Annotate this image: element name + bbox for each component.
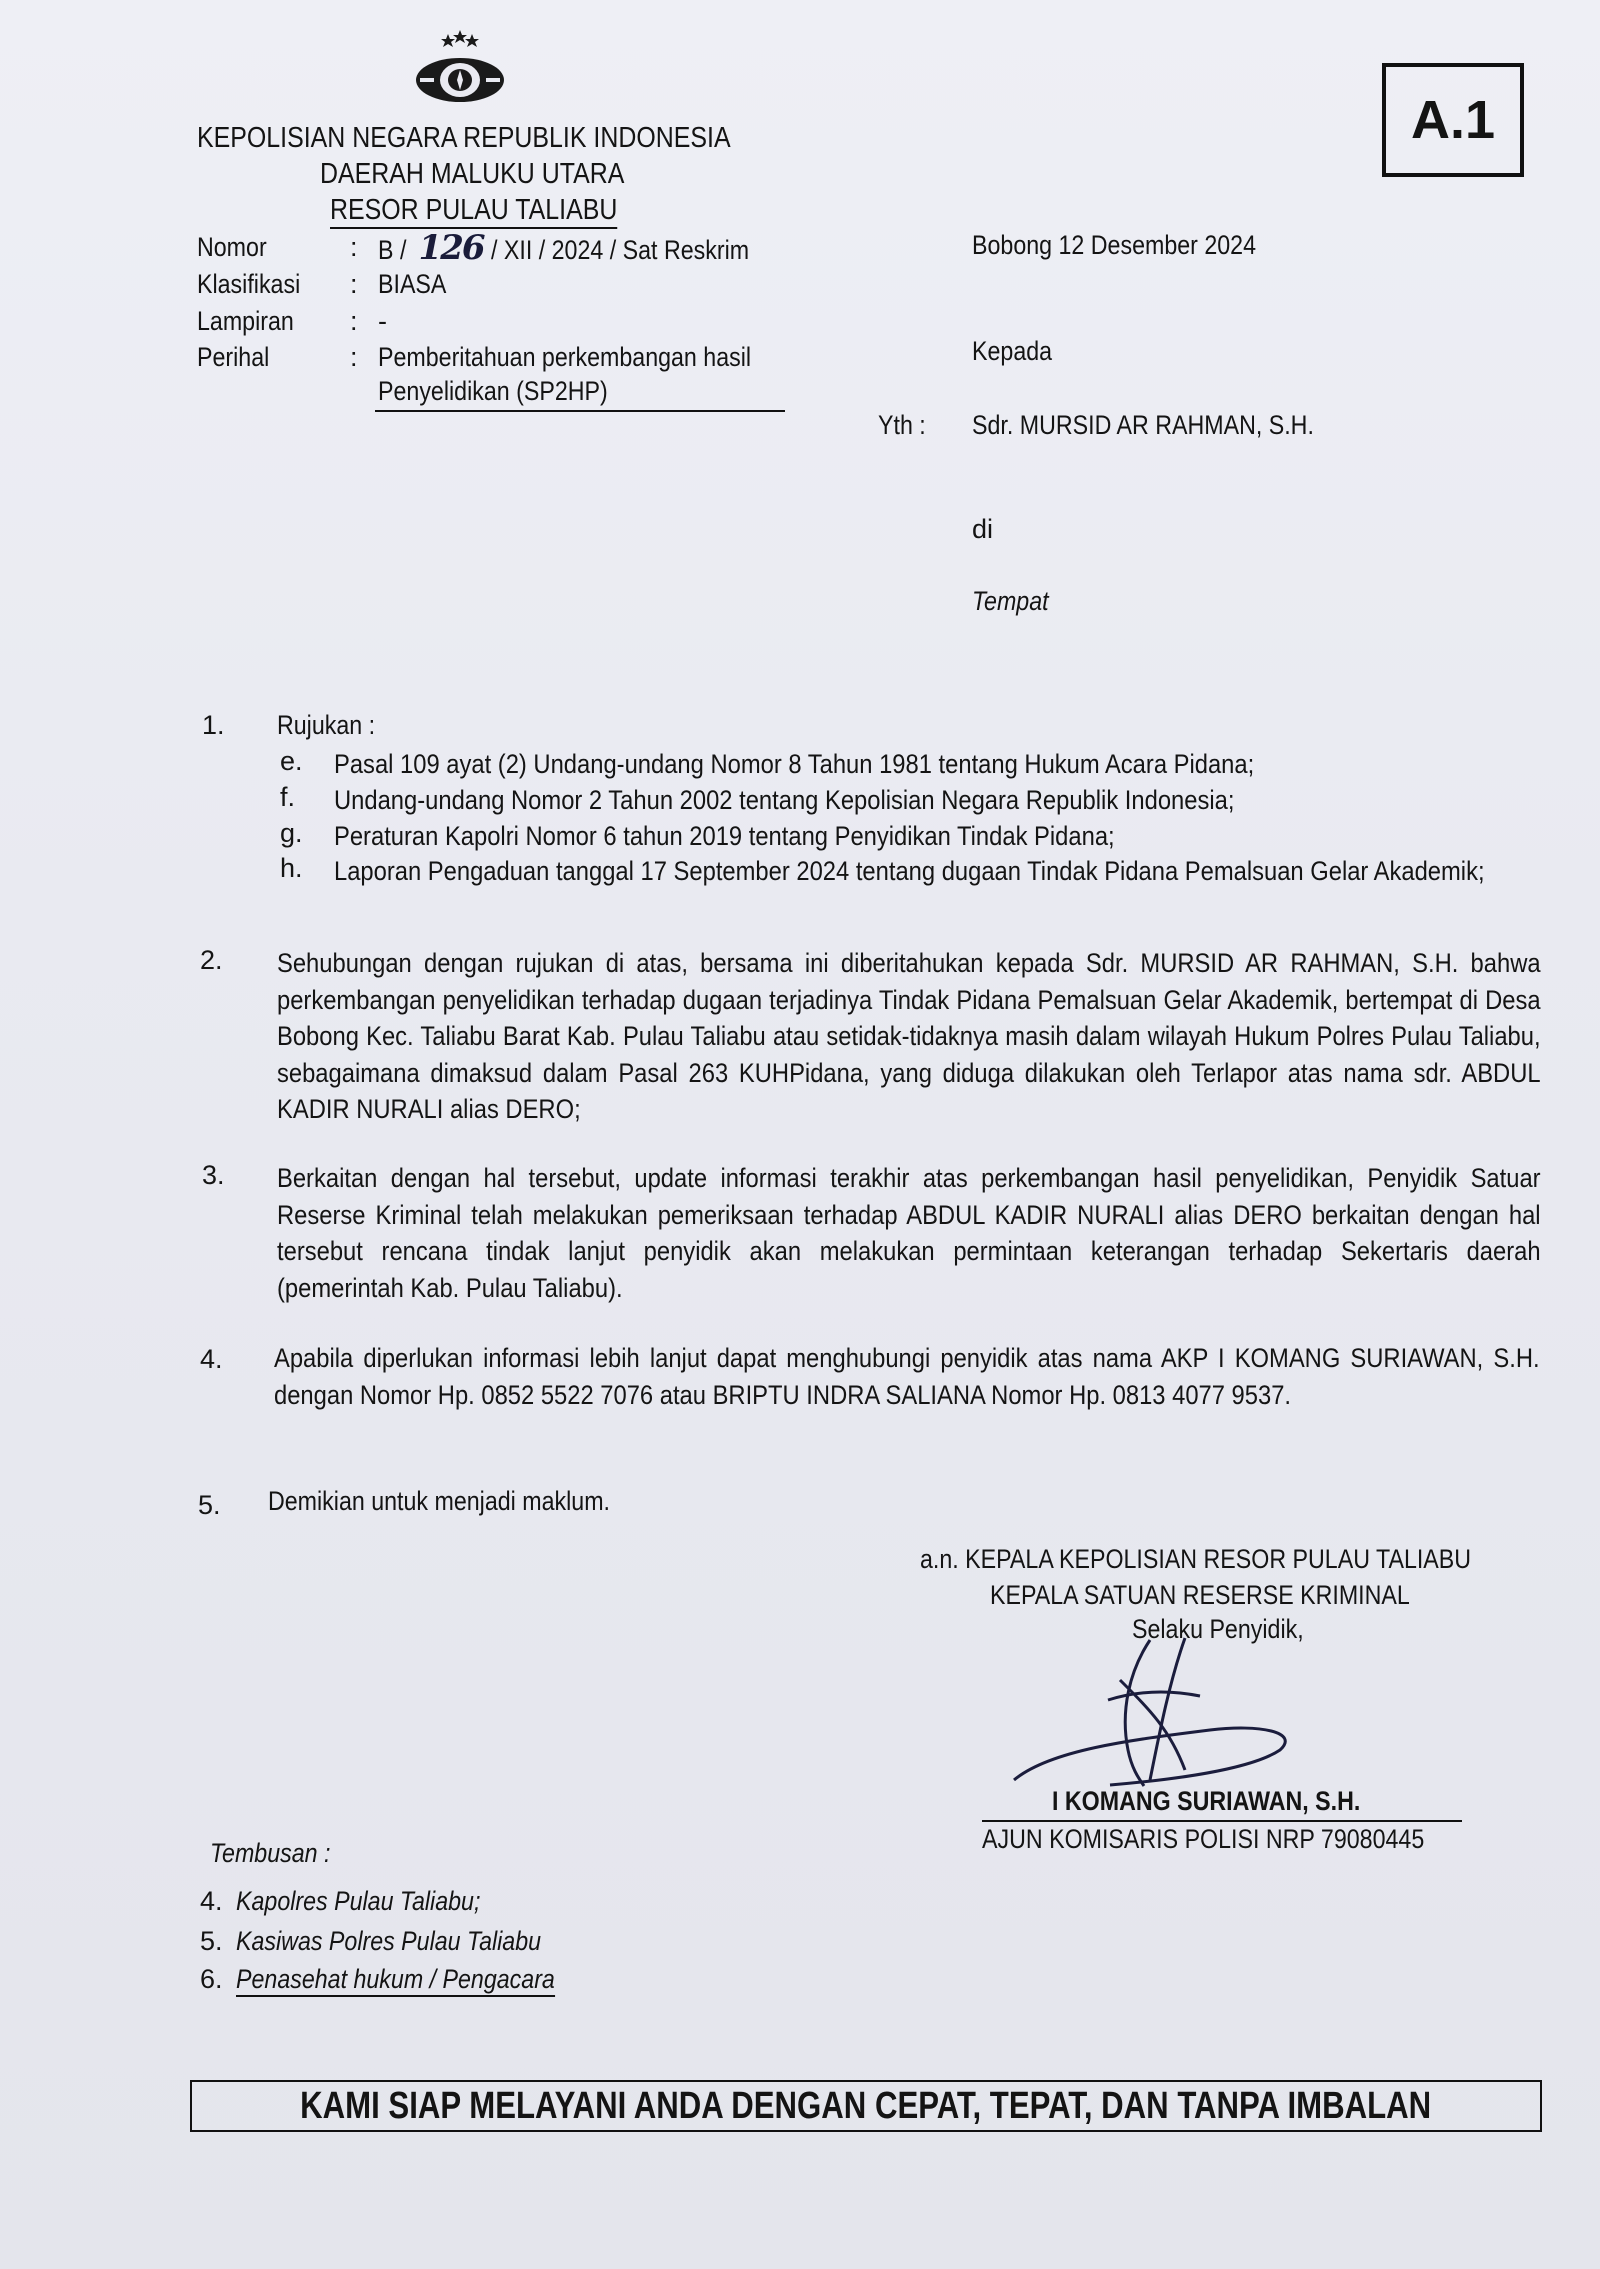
tembusan-item: Penasehat hukum / Pengacara [236,1964,607,1997]
recipient-name: Sdr. MURSID AR RAHMAN, S.H. [972,410,1314,440]
klasifikasi-label: Klasifikasi [197,269,301,299]
document-code-box: A.1 [1382,63,1524,177]
klasifikasi-colon: : [350,269,358,299]
tembusan-number: 4. [200,1886,223,1916]
p2-number: 2. [200,945,223,975]
lampiran-label: Lampiran [197,306,294,336]
tembusan-item: Kapolres Pulau Taliabu; [236,1886,481,1916]
signature-line-2: KEPALA SATUAN RESERSE KRIMINAL [990,1580,1410,1610]
tembusan-number: 6. [200,1964,223,1994]
signatory-name: I KOMANG SURIAWAN, S.H. [1052,1786,1361,1816]
tempat-label: Tempat [972,586,1049,616]
di-label: di [972,514,994,544]
perihal-label: Perihal [197,342,270,372]
ref-letter: e. [280,746,303,776]
ref-item: Laporan Pengaduan tanggal 17 September 2024 tentang dugaan Tindak Pidana Pemalsuan Gelar Akademik; [334,856,1485,886]
signature-divider [982,1820,1462,1822]
place-date: Bobong 12 Desember 2024 [972,230,1257,260]
signature-line-1: a.n. KEPALA KEPOLISIAN RESOR PULAU TALIABU [920,1544,1472,1574]
ref-letter: g. [280,818,303,848]
nomor-value: B / 126 / XII / 2024 / Sat Reskrim [378,228,750,268]
org-line-3: RESOR PULAU TALIABU [330,194,664,229]
org-line-1: KEPOLISIAN NEGARA REPUBLIK INDONESIA [197,122,731,154]
perihal-line-1: Pemberitahuan perkembangan hasil [378,342,752,372]
signature-line-3: Selaku Penyidik, [1132,1614,1304,1644]
tembusan-number: 5. [200,1926,223,1956]
kepada-label: Kepada [972,336,1053,366]
p1-title: Rujukan : [277,710,376,740]
nomor-label: Nomor [197,232,267,262]
p5-number: 5. [198,1490,221,1520]
signatory-rank: AJUN KOMISARIS POLISI NRP 79080445 [982,1824,1425,1854]
org-line-2: DAERAH MALUKU UTARA [320,158,625,190]
lampiran-colon: : [350,306,358,336]
handwritten-signature-icon [1010,1630,1310,1800]
p1-number: 1. [202,710,225,740]
p5-text: Demikian untuk menjadi maklum. [268,1486,610,1516]
slogan-banner: KAMI SIAP MELAYANI ANDA DENGAN CEPAT, TEPAT, DAN TANPA IMBALAN [190,2080,1542,2132]
ref-letter: f. [280,782,296,812]
p4-text: Apabila diperlukan informasi lebih lanjut dapat menghubungi penyidik atas nama AKP I KOMANG SURIAWAN, S.H. dengan Nomor Hp. 0852 5522 7076 atau BRIPTU INDRA SALIANA Nomor Hp. 0813 4077 9537. [274,1343,1540,1410]
p4-number: 4. [200,1344,223,1374]
klasifikasi-value: BIASA [378,269,447,299]
ref-item: Pasal 109 ayat (2) Undang-undang Nomor 8 Tahun 1981 tentang Hukum Acara Pidana; [334,749,1255,779]
nomor-colon: : [350,232,358,262]
lampiran-value: - [378,306,387,336]
ref-letter: h. [280,853,303,883]
perihal-divider [375,410,785,412]
ref-item: Peraturan Kapolri Nomor 6 tahun 2019 tentang Penyidikan Tindak Pidana; [334,821,1115,851]
tembusan-item: Kasiwas Polres Pulau Taliabu [236,1926,542,1956]
p3-number: 3. [202,1160,225,1190]
tembusan-title: Tembusan : [210,1838,331,1868]
nomor-handwritten: 126 [418,228,484,268]
perihal-line-2: Penyelidikan (SP2HP) [378,376,608,406]
police-emblem-icon [410,28,510,108]
perihal-colon: : [350,342,358,372]
p2-text: Sehubungan dengan rujukan di atas, bersama ini diberitahukan kepada Sdr. MURSID AR RAHMAN, S.H. bahwa perkembangan penyelidikan terhadap dugaan terjadinya Tindak Pidana Pemalsuan Gelar Akademik, bertempat di Desa Bobong Kec. Taliabu Barat Kab. Pulau Taliabu atau setidak-tidaknya masih dalam wilayah Hukum Polres Pulau Taliabu, sebagaimana dimaksud dalam Pasal 263 KUHPidana, yang diduga dilakukan oleh Terlapor atas nama sdr. ABDUL KADIR NURALI alias DERO; [277,948,1541,1124]
p3-text: Berkaitan dengan hal tersebut, update informasi terakhir atas perkembangan hasil penyelidikan, Penyidik Satuar Reserse Kriminal telah melakukan pemeriksaan terhadap ABDUL KADIR NURALI alias DERO berkaitan dengan hal tersebut rencana tindak lanjut penyidik akan melakukan permintaan keterangan terhadap Sekertaris daerah (pemerintah Kab. Pulau Taliabu). [277,1163,1541,1303]
yth-label: Yth : [878,410,926,440]
ref-item: Undang-undang Nomor 2 Tahun 2002 tentang Kepolisian Negara Republik Indonesia; [334,785,1235,815]
